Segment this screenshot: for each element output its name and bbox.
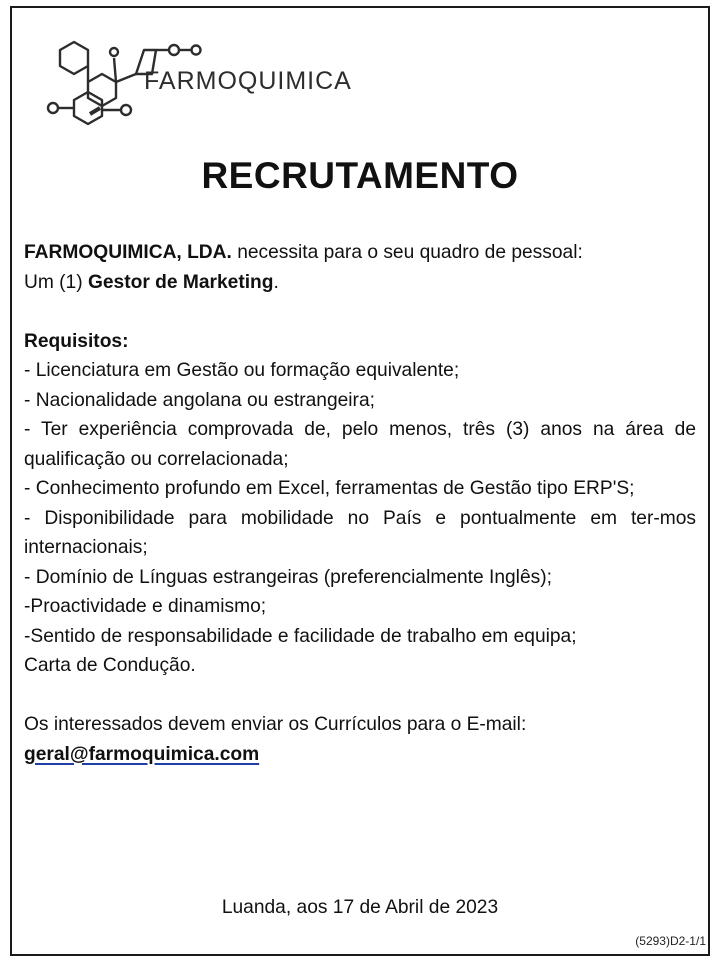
requirement-item: - Conhecimento profundo em Excel, ferramentas de Gestão tipo ERP'S; xyxy=(24,478,635,499)
requirement-item: - Ter experiência comprovada de, pelo menos, três (3) anos na área de qualificação ou correlacionada; xyxy=(24,419,696,470)
date-line: Luanda, aos 17 de Abril de 2023 xyxy=(221,897,499,918)
intro-text: necessita para o seu quadro de pessoal: xyxy=(231,242,583,263)
contact-email-link[interactable]: geral@farmoquimica.com xyxy=(24,743,260,765)
requirement-item: Carta de Condução. xyxy=(24,655,196,676)
requirement-item: -Sentido de responsabilidade e facilidade de trabalho em equipa; xyxy=(24,625,577,647)
job-position: Gestor de Marketing xyxy=(87,271,274,293)
requirement-item: -Proactividade e dinamismo; xyxy=(24,596,267,617)
reference-code: (5293)D2-1/1 xyxy=(635,934,706,948)
requirement-item: - Domínio de Línguas estrangeiras (preferencialmente Inglês); xyxy=(24,566,552,588)
logo-wordmark: FARMOQUIMICA xyxy=(144,67,352,95)
requirement-item: - Disponibilidade para mobilidade no País e pontualmente em ter-mos internacionais; xyxy=(24,507,696,558)
page-title: RECRUTAMENTO xyxy=(201,155,519,196)
requirement-item: - Nacionalidade angolana ou estrangeira; xyxy=(24,389,375,411)
intro-line-2 xyxy=(24,268,696,298)
requirements-heading: Requisitos: xyxy=(24,330,129,352)
company-logo xyxy=(44,30,404,130)
requirement-item: - Licenciatura em Gestão ou formação equivalente; xyxy=(24,360,460,381)
intro-suffix: . xyxy=(273,271,279,293)
intro-prefix: Um (1) xyxy=(24,271,88,293)
intro-line-1 xyxy=(24,238,696,268)
contact-text: Os interessados devem enviar os Currículos para o E-mail: xyxy=(24,714,527,735)
ad-body xyxy=(24,238,696,769)
company-name: FARMOQUIMICA, LDA. xyxy=(24,242,232,263)
